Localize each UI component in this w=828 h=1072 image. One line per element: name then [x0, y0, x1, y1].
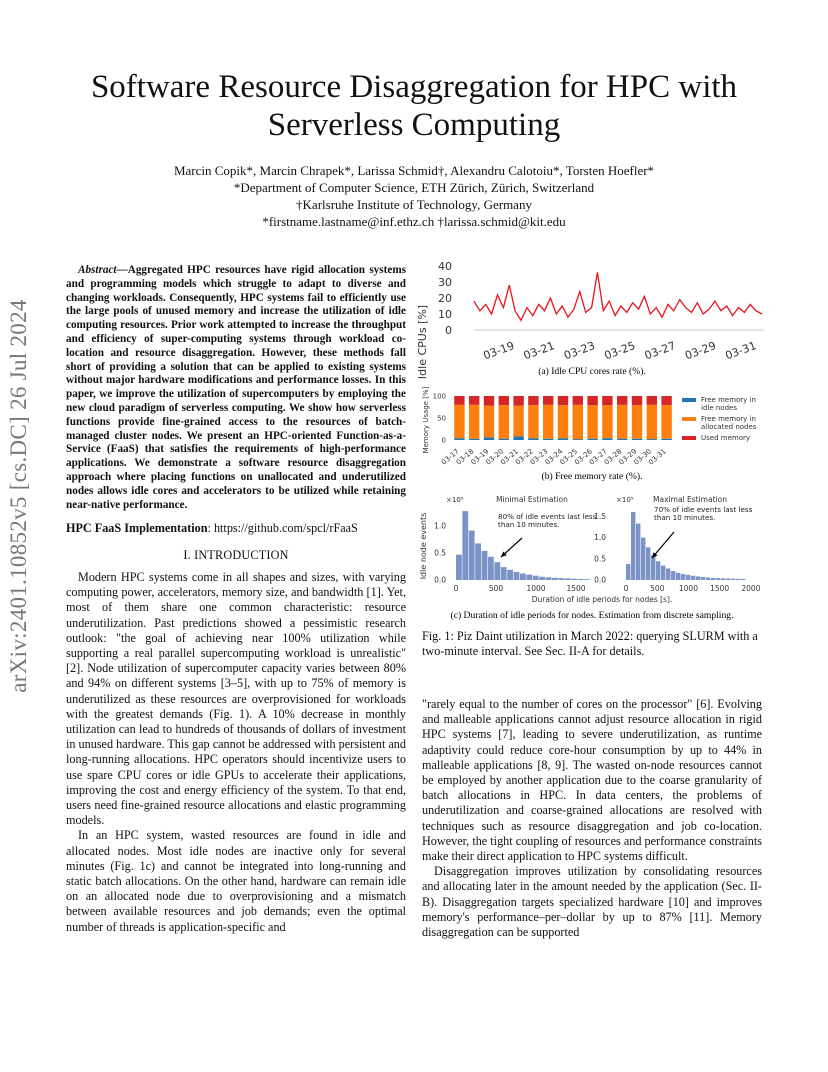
legend-label: Free memory in	[701, 415, 756, 423]
histogram-ytick-label: 0.5	[594, 554, 606, 564]
affiliation-kit: †Karlsruhe Institute of Technology, Germany	[296, 197, 532, 212]
chart-b-yticks	[433, 393, 446, 445]
abstract	[66, 264, 406, 512]
histogram-minimal	[434, 495, 597, 593]
chart-c-xlabel: Duration of idle periods for nodes [s].	[531, 595, 673, 604]
legend-swatch	[682, 436, 696, 440]
histogram-exponent: ×10⁵	[616, 496, 634, 504]
histogram-bar	[656, 561, 660, 580]
chart-b-bar-segment	[469, 405, 479, 439]
chart-b-xtick-label: 03-28	[602, 447, 624, 467]
histogram-bar	[691, 576, 695, 580]
chart-b-bars	[454, 396, 672, 440]
chart-a-xtick-label: 03-19	[481, 339, 517, 363]
histogram-bar	[736, 579, 740, 580]
histogram-xtick-label: 0	[623, 584, 629, 593]
chart-b-bar-segment	[558, 405, 568, 438]
histogram-bar	[462, 511, 468, 580]
histogram-bar	[558, 578, 564, 580]
caption-b: (b) Free memory rate (%).	[541, 471, 643, 482]
chart-b-bar-segment	[617, 439, 627, 440]
histogram-bar	[584, 579, 590, 580]
faas-implementation	[66, 521, 406, 536]
abstract-label: Abstract	[78, 264, 117, 276]
chart-b-bar-segment	[528, 405, 538, 438]
histogram-xtick-label: 500	[650, 584, 665, 593]
chart-b-bar-segment	[484, 396, 494, 406]
legend-swatch	[682, 417, 696, 421]
chart-a-xtick-label: 03-31	[723, 339, 759, 363]
legend-label: idle nodes	[701, 404, 737, 412]
histogram-ytick-label: 0.0	[594, 575, 606, 585]
chart-b-bar-segment	[454, 396, 464, 405]
histogram-bar	[482, 551, 488, 580]
chart-a-xtick-label: 03-29	[683, 339, 718, 363]
chart-b-bar-segment	[499, 396, 509, 405]
intro-paragraph-2: In an HPC system, wasted resources are found in idle and allocated nodes. Most idle nodes are inactive only for several minutes (Fig. 1c) and cannot be integrated into long-running and static batch allocations. On the other hand, hardware can remain idle on an allocated node due to overprovisioning and a mismatch between available resources and job demands; even the optimal number of threads is application-specific and	[66, 828, 406, 934]
chart-b-bar-segment	[528, 396, 538, 405]
legend-swatch	[682, 398, 696, 402]
legend-label: Free memory in	[701, 396, 756, 404]
right-column-body	[422, 697, 762, 940]
histogram-bar	[741, 579, 745, 580]
chart-a-ytick-label: 20	[438, 292, 452, 305]
chart-b-bar-segment	[661, 439, 671, 440]
chart-b-bar-segment	[602, 396, 612, 405]
author-emails: *firstname.lastname@inf.ethz.ch †larissa.schmid@kit.edu	[262, 214, 566, 229]
faas-link[interactable]: : https://github.com/spcl/rFaaS	[207, 521, 358, 535]
histogram-annotation: than 10 minutes.	[654, 513, 716, 522]
chart-b-bar-segment	[647, 396, 657, 405]
histogram-bar	[666, 569, 670, 581]
histogram-bar	[731, 579, 735, 580]
histogram-bar	[681, 574, 685, 580]
chart-b-xticks	[440, 447, 668, 467]
chart-b-legend	[682, 396, 757, 442]
histogram-bar	[631, 512, 635, 580]
histogram-xtick-label: 2000	[741, 584, 761, 593]
chart-b-ylabel: Memory Usage [%]	[422, 386, 430, 454]
chart-b-bar-segment	[602, 438, 612, 440]
histogram-xtick-label: 1000	[526, 584, 546, 593]
chart-b-bar-segment	[543, 405, 553, 439]
histogram-bar	[571, 579, 577, 580]
chart-a-ylabel: Idle CPUs [%]	[416, 304, 429, 380]
chart-b-xtick-label: 03-31	[647, 447, 668, 467]
histogram-bar	[676, 573, 680, 580]
chart-b-bar-segment	[558, 438, 568, 440]
chart-b-xtick-label: 03-17	[439, 447, 461, 467]
histogram-bar	[469, 531, 475, 581]
chart-a-yticks	[438, 260, 452, 337]
histogram-xtick-label: 1000	[678, 584, 698, 593]
chart-a-ytick-label: 40	[438, 260, 452, 273]
chart-b-bar-segment	[632, 405, 642, 438]
histogram-bar	[526, 575, 532, 580]
histogram-bar	[726, 579, 730, 581]
histogram-annotation: 80% of idle events last less	[498, 512, 597, 521]
chart-b-xtick-label: 03-21	[499, 447, 520, 467]
chart-a-xtick-label: 03-23	[562, 339, 597, 363]
chart-a-xtick-label: 03-25	[602, 339, 638, 363]
histogram-xtick-label: 0	[453, 584, 459, 593]
histogram-bar	[706, 578, 710, 581]
histogram-bar	[456, 555, 462, 580]
author-block	[40, 162, 788, 230]
histogram-bar	[646, 547, 650, 580]
histogram-exponent: ×10⁵	[446, 496, 464, 504]
histogram-title: Maximal Estimation	[653, 495, 727, 504]
chart-a-ytick-label: 10	[438, 308, 452, 321]
chart-b-bar-segment	[647, 439, 657, 440]
faas-label: HPC FaaS Implementation	[66, 521, 208, 535]
chart-a-ytick-label: 30	[438, 276, 452, 289]
chart-b-bar-segment	[484, 437, 494, 440]
chart-b-xtick-label: 03-23	[528, 447, 550, 467]
histogram-bar	[716, 578, 720, 580]
histogram-bar	[578, 579, 584, 580]
chart-b-ytick-label: 50	[437, 414, 446, 423]
chart-b-bar-segment	[543, 439, 553, 440]
histogram-bar	[494, 562, 500, 580]
arxiv-identifier: arXiv:2401.10852v5 [cs.DC] 26 Jul 2024	[6, 299, 31, 693]
chart-b-bar-segment	[617, 405, 627, 439]
histogram-ytick-label: 1.0	[594, 533, 606, 543]
histogram-bar	[520, 574, 526, 581]
chart-free-memory	[422, 386, 757, 482]
chart-idle-durations	[419, 495, 761, 621]
chart-b-xtick-label: 03-30	[632, 447, 654, 467]
histogram-ytick-label: 0.5	[434, 548, 446, 558]
chart-a-ytick-label: 0	[445, 324, 452, 337]
histogram-bar	[721, 578, 725, 580]
histogram-bar	[686, 575, 690, 580]
chart-b-bar-segment	[587, 439, 597, 440]
chart-b-bar-segment	[454, 405, 464, 438]
right-paragraph-2: Disaggregation improves utilization by consolidating resources and allocating later in the amount needed by the application (Sec. II-B). Disaggregation targets specialized hardware [10] and improves memory's performance–per–dollar by up to 87% [11]. Memory disaggregation can be supported	[422, 864, 762, 940]
chart-b-bar-segment	[573, 439, 583, 440]
histogram-annotation: than 10 minutes.	[498, 520, 560, 529]
chart-b-bar-segment	[647, 405, 657, 439]
histogram-bar	[711, 578, 715, 580]
chart-b-bar-segment	[469, 439, 479, 440]
chart-b-bar-segment	[632, 396, 642, 405]
chart-idle-cpu	[416, 260, 764, 379]
abstract-text: —Aggregated HPC resources have rigid allocation systems and programming models which struggle to adapt to diverse and changing workloads. Consequently, HPC systems fail to efficiently use the large pools of unused memory and increase the utilization of idle computing resources. Prior work attempted to increase the throughput and efficiency of super-computing systems through workload co-location and resource disaggregation. However, these methods fall short of providing a solution that can be applied to existing systems without major hardware modifications and performance losses. In this paper, we improve the utilization of supercomputers by employing the new cloud paradigm of serverless computing. We show how serverless functions provide fine-grained access to the resources of batch-managed cluster nodes. We present an HPC-oriented Function-as-a-Service (FaaS) that satisfies the requirements of high-performance applications. We demonstrate a software resource disaggregation approach where placing functions on unallocated and underutilized nodes allows idle cores and accelerators to be utilized while retaining near-native performance.	[66, 264, 406, 511]
chart-b-xtick-label: 03-27	[587, 447, 609, 467]
caption-a: (a) Idle CPU cores rate (%).	[538, 366, 646, 377]
histogram-bar	[488, 557, 494, 580]
chart-a-xticks	[482, 339, 758, 362]
chart-b-bar-segment	[513, 396, 523, 406]
chart-b-bar-segment	[558, 396, 568, 405]
histogram-bar	[671, 571, 675, 580]
chart-b-bar-segment	[587, 396, 597, 405]
chart-b-bar-segment	[632, 439, 642, 440]
histogram-bar	[501, 567, 507, 580]
histogram-bar	[475, 543, 481, 580]
chart-b-xtick-label: 03-18	[454, 447, 476, 467]
arxiv-sidebar	[2, 296, 36, 696]
histogram-bar	[696, 576, 700, 580]
chart-b-bar-segment	[499, 439, 509, 440]
chart-b-bar-segment	[528, 438, 538, 440]
histogram-bar	[533, 576, 539, 580]
chart-b-bar-segment	[469, 396, 479, 405]
histogram-maximal	[594, 495, 761, 593]
right-paragraph-1: "rarely equal to the number of cores on the processor" [6]. Evolving and malleable applications cannot adjust resource allocation in rigid HPC systems [7], leading to severe underutilization, as runtime adaptivity could reduce core-hour consumption by up to 44% in malleable applications [8, 9]. The wasted on-node resources cannot be employed by another application due to the coarse granularity of batch allocations in HPC. In data centers, the problems of underutilization and coarse-grained allocations are resolved with techniques such as resource disaggregation and job co-location. However, the tight coupling of resources and performance constraints make their direct application to HPC systems difficult.	[422, 697, 762, 864]
chart-b-bar-segment	[617, 396, 627, 405]
histogram-bar	[661, 566, 665, 580]
chart-a-xtick-label: 03-21	[521, 339, 557, 363]
chart-b-bar-segment	[661, 405, 671, 438]
figure-1	[412, 258, 772, 628]
histogram-bar	[546, 577, 552, 580]
chart-b-bar-segment	[543, 396, 553, 405]
chart-b-ytick-label: 0	[441, 436, 446, 445]
histogram-ytick-label: 1.0	[434, 521, 446, 531]
histogram-bar	[565, 578, 571, 580]
chart-b-xtick-label: 03-29	[617, 447, 639, 467]
chart-b-bar-segment	[484, 406, 494, 438]
histogram-bar	[651, 555, 655, 580]
chart-a-series-line	[474, 272, 762, 320]
chart-b-xtick-label: 03-24	[543, 447, 565, 467]
chart-b-bar-segment	[499, 405, 509, 438]
chart-b-xtick-label: 03-19	[469, 447, 491, 467]
histogram-bar	[701, 577, 705, 580]
histogram-bar	[514, 572, 520, 580]
chart-b-xtick-label: 03-22	[513, 447, 535, 467]
chart-a-xtick-label: 03-27	[642, 339, 678, 363]
chart-b-bar-segment	[573, 405, 583, 439]
histogram-xtick-label: 1500	[710, 584, 730, 593]
histogram-bar	[507, 570, 513, 580]
histogram-bar	[552, 578, 558, 580]
chart-b-bar-segment	[454, 438, 464, 440]
chart-b-xtick-label: 03-25	[558, 447, 580, 467]
paper-title: Software Resource Disaggregation for HPC with Serverless Computing	[90, 69, 738, 143]
chart-b-bar-segment	[573, 396, 583, 405]
chart-c-ylabel: Idle node events	[419, 512, 428, 580]
chart-b-bar-segment	[513, 437, 523, 441]
chart-b-xtick-label: 03-20	[484, 447, 506, 467]
histogram-annotation: 70% of idle events last less	[654, 505, 753, 514]
legend-label: Used memory	[701, 434, 750, 442]
histogram-title: Minimal Estimation	[496, 495, 568, 504]
chart-b-bar-segment	[513, 406, 523, 437]
legend-label: allocated nodes	[701, 423, 757, 431]
histogram-ytick-label: 1.5	[594, 511, 606, 521]
chart-b-xtick-label: 03-26	[573, 447, 594, 467]
intro-paragraph-1: Modern HPC systems come in all shapes and sizes, with varying computing power, accelerators, memory size, and bandwidth [1]. Yet, most of them share one common characteristic: resource underutilization. Past predictions showed a pessimistic research outlook: "the goal of achieving near 100% utilization while supporting a real parallel supercomputing workload is unrealistic" [2]. Node utilization of supercomputer capacity varies between 80% and 94% on different systems [3–5], with up to 75% of memory is underutilized as these resources are overprovisioned for workloads with the greatest demands (Fig. 1). A 10% decrease in monthly utilization can lead to hundreds of thousands of dollars of investment in unused hardware. This gap cannot be addressed with persistent and long-running allocations. HPC operators should incentivize users to use spare CPU cores or idle GPUs to accelerate their applications, improving the cost and energy efficiency of the system. To that end, users need fine-grained resource allocations and elastic programming models.	[66, 570, 406, 828]
histogram-xtick-label: 1500	[566, 584, 586, 593]
histogram-ytick-label: 0.0	[434, 575, 446, 585]
affiliation-eth: *Department of Computer Science, ETH Zürich, Zürich, Switzerland	[233, 180, 595, 195]
section-heading: I. INTRODUCTION	[183, 548, 289, 562]
histogram-bar	[626, 564, 630, 580]
histogram-bar	[641, 538, 645, 580]
chart-b-ytick-label: 100	[432, 392, 446, 401]
caption-c: (c) Duration of idle periods for nodes. Estimation from discrete sampling.	[450, 610, 734, 621]
chart-b-bar-segment	[602, 405, 612, 438]
chart-b-bar-segment	[587, 405, 597, 438]
histogram-bar	[539, 577, 545, 580]
histogram-xtick-label: 500	[488, 584, 504, 593]
chart-b-bar-segment	[661, 396, 671, 405]
author-names: Marcin Copik*, Marcin Chrapek*, Larissa Schmid†, Alexandru Calotoiu*, Torsten Hoefler*	[173, 163, 655, 178]
histogram-bar	[636, 524, 640, 580]
figure-caption: Fig. 1: Piz Daint utilization in March 2022: querying SLURM with a two-minute interval. See Sec. II-A for details.	[422, 629, 758, 659]
left-column-body	[66, 570, 406, 935]
